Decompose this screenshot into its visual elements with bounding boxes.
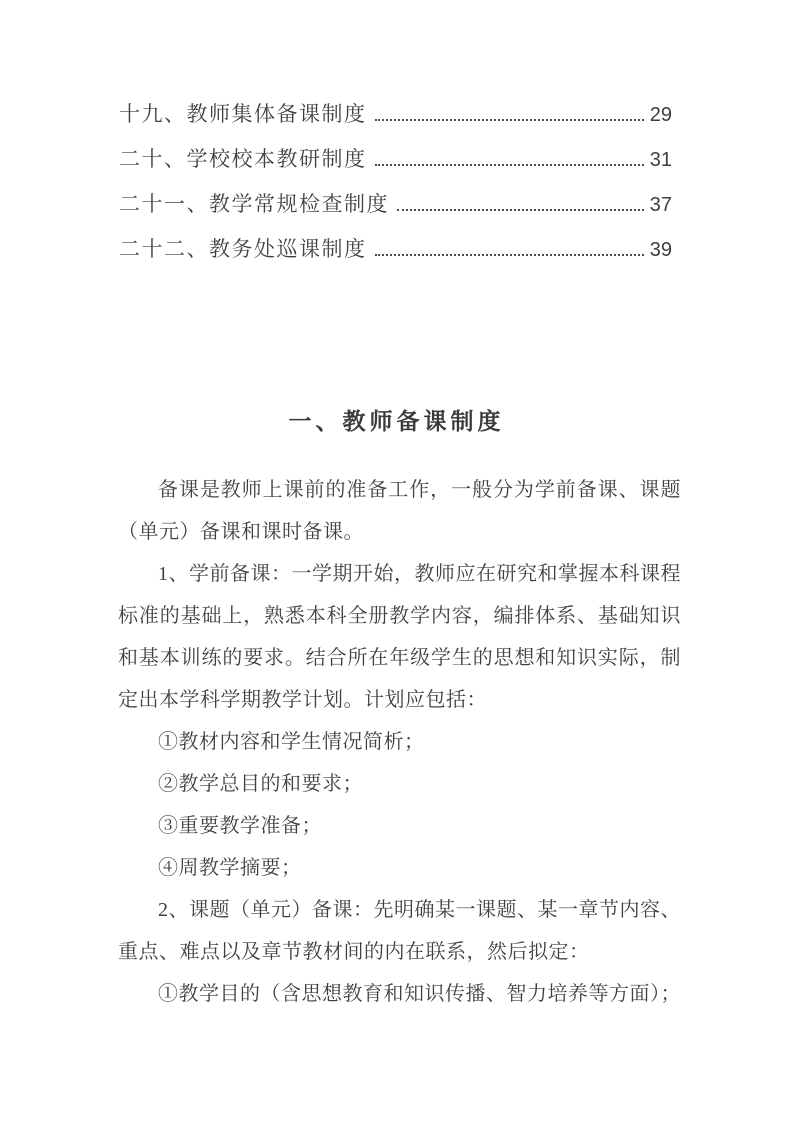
toc-entry-title: 十九、教师集体备课制度: [119, 102, 367, 126]
toc-entry-title: 二十、学校校本教研制度: [119, 147, 367, 171]
toc-page-number: 39: [649, 239, 672, 261]
toc-dot-leader: [397, 209, 644, 211]
toc-page-number: 31: [649, 149, 672, 171]
paragraph-subitem-4: ④周教学摘要；: [158, 857, 302, 879]
section-body: [118, 469, 681, 1015]
toc-entry-title: 二十一、教学常规检查制度: [119, 192, 389, 216]
toc-entry: [119, 92, 672, 137]
toc-entry: [119, 137, 672, 182]
paragraph-subitem-5: ①教学目的（含思想教育和知识传播、智力培养等方面）；: [158, 983, 681, 1005]
table-of-contents: [119, 92, 672, 272]
paragraph-item-2: 2、课题（单元）备课：先明确某一课题、某一章节内容、重点、难点以及章节教材间的内在联系，然后拟定：: [118, 899, 681, 963]
paragraph-item-1: 1、学前备课：一学期开始，教师应在研究和掌握本科课程标准的基础上，熟悉本科全册教学内容，编排体系、基础知识和基本训练的要求。结合所在年级学生的思想和知识实际，制定出本学科学期教学计划。计划应包括：: [118, 563, 681, 711]
toc-entry: [119, 182, 672, 227]
toc-entry: [119, 227, 672, 272]
toc-dot-leader: [375, 119, 644, 121]
toc-page-number: 37: [649, 194, 672, 216]
toc-page-number: 29: [649, 104, 672, 126]
paragraph-subitem-3: ③重要教学准备；: [158, 815, 322, 837]
toc-dot-leader: [375, 254, 644, 256]
paragraph-subitem-1: ①教材内容和学生情况简析；: [158, 731, 425, 753]
section-title: 一、教师备课制度: [288, 409, 505, 434]
paragraph-intro: 备课是教师上课前的准备工作，一般分为学前备课、课题（单元）备课和课时备课。: [118, 479, 681, 543]
toc-dot-leader: [375, 164, 644, 166]
paragraph-subitem-2: ②教学总目的和要求；: [158, 773, 363, 795]
toc-entry-title: 二十二、教务处巡课制度: [119, 237, 367, 261]
